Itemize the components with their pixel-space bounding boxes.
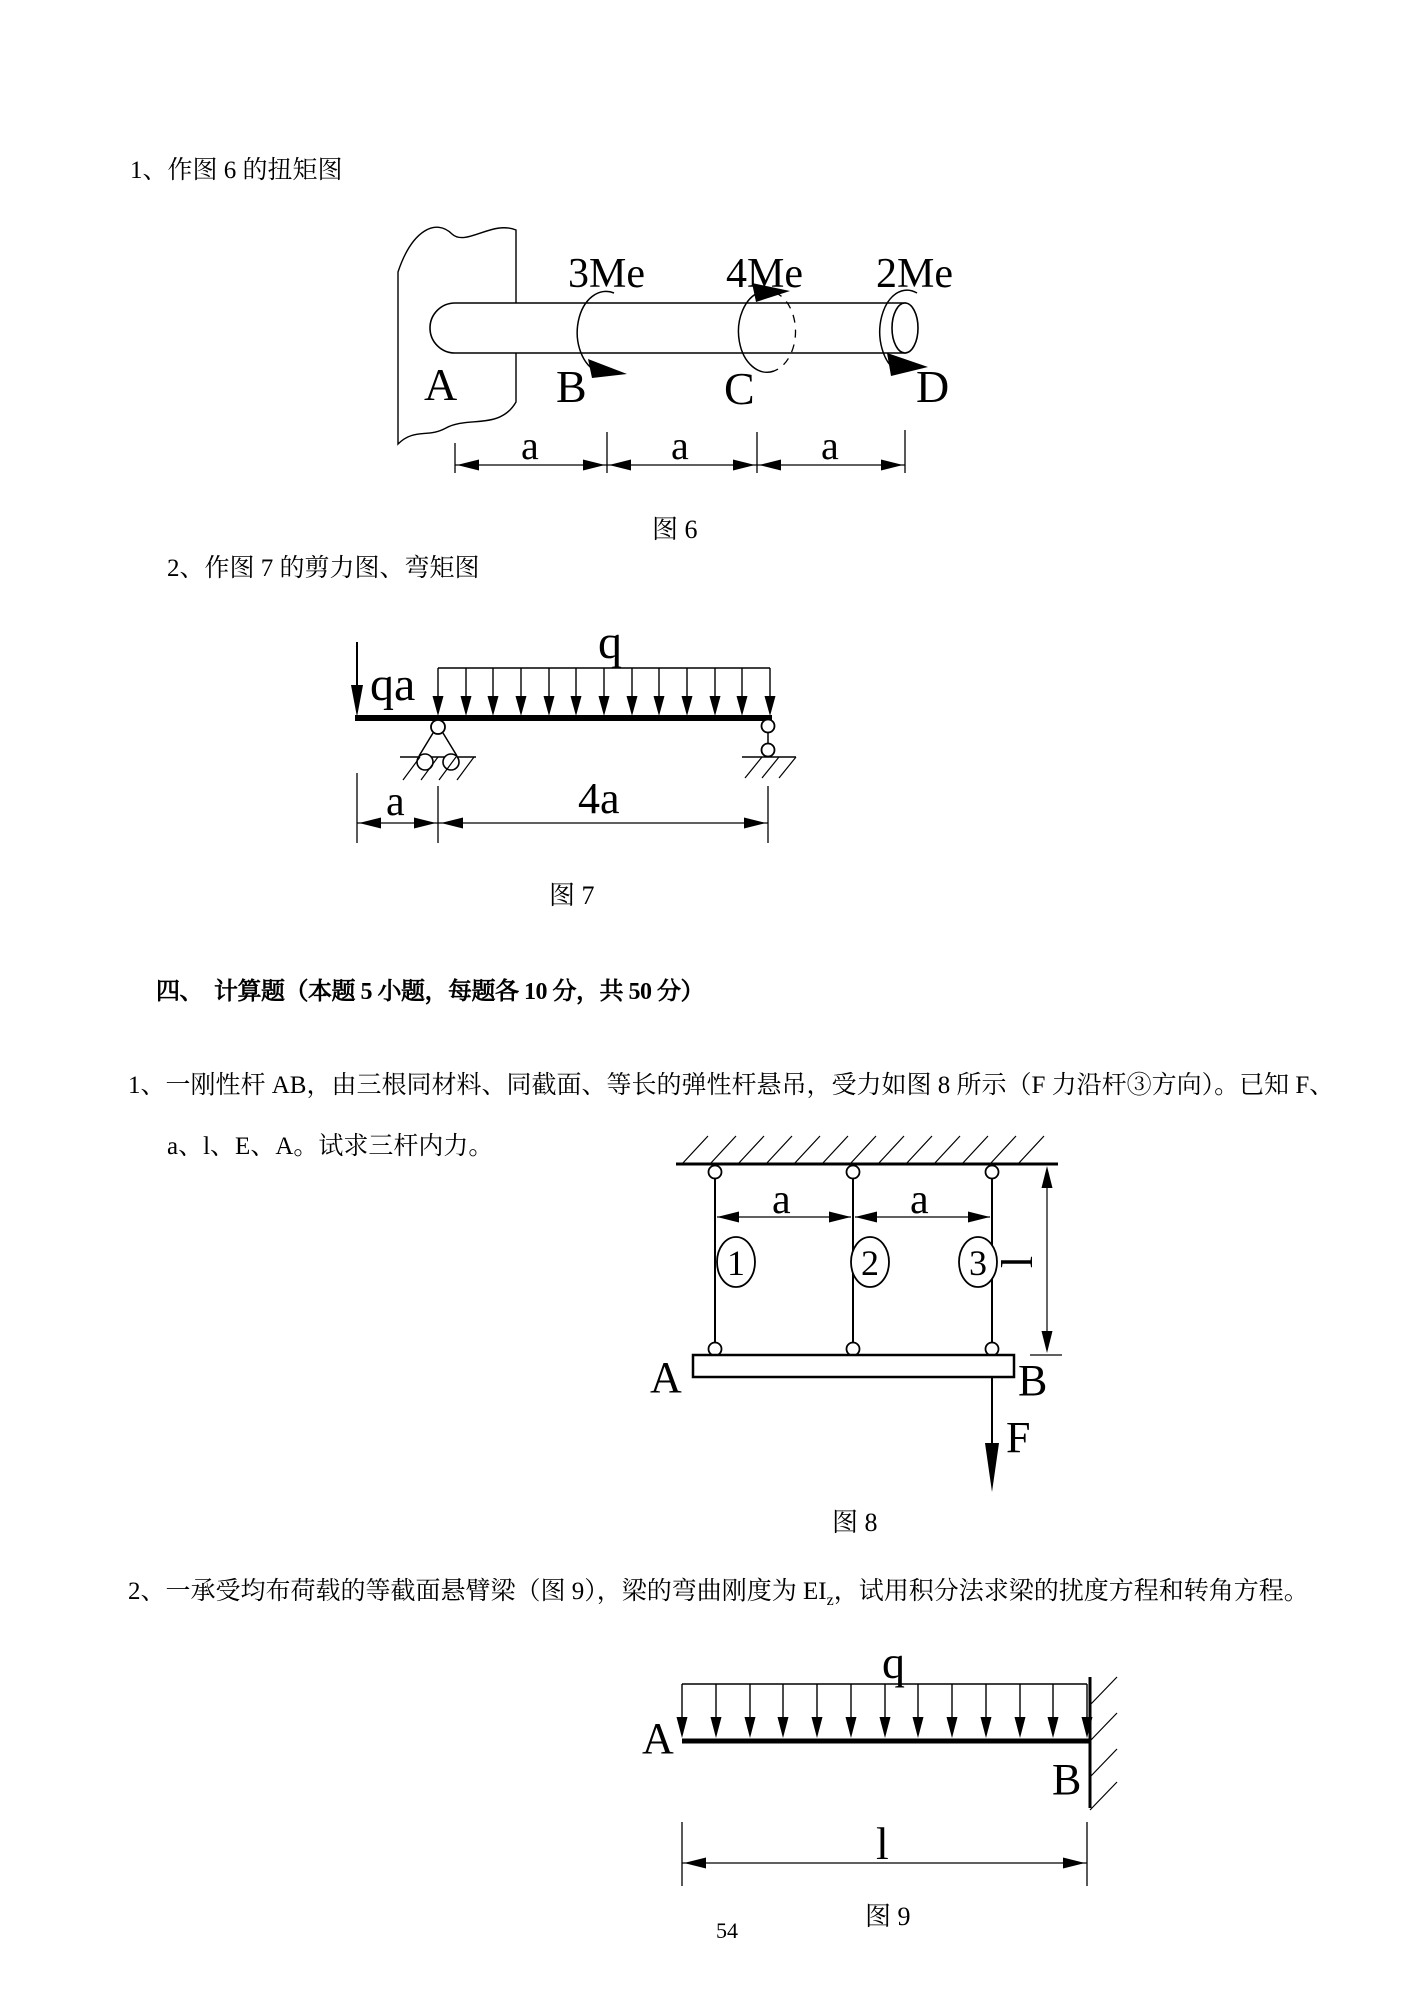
fig9-caption: 图 9 [865, 1902, 911, 1931]
rigid-bar [693, 1355, 1014, 1377]
label-3me: 3Me [568, 251, 645, 297]
fig7-dim-a: a [386, 779, 405, 825]
label-point-c: C [724, 363, 755, 414]
right-support [742, 720, 796, 779]
label-2me: 2Me [876, 251, 953, 297]
section-heading: 四、 计算题（本题 5 小题，每题各 10 分，共 50 分） [156, 979, 704, 1005]
fig9-label-b: B [1052, 1755, 1082, 1804]
figure-6-diagram [330, 190, 990, 560]
calc2-subscript: z [826, 1592, 834, 1609]
fig9-dim-l: l [876, 1818, 889, 1869]
fig6-caption: 图 6 [652, 515, 698, 544]
fig8-dim-a1: a [772, 1177, 791, 1223]
force-f-arrow [985, 1443, 999, 1492]
question-torque-label: 1、作图 6 的扭矩图 [130, 157, 343, 184]
fig9-load-q-label: q [882, 1640, 905, 1688]
fig9-label-a: A [642, 1714, 674, 1763]
shaft-end-face [892, 303, 918, 353]
fig7-caption: 图 7 [549, 881, 595, 910]
fig9-wall-hatching [1090, 1677, 1117, 1810]
figure-9-diagram [628, 1640, 1140, 1940]
question-shear-label: 2、作图 7 的剪力图、弯矩图 [167, 555, 480, 582]
fig8-dim-a2: a [910, 1177, 929, 1223]
calc2-text [128, 1576, 1309, 1611]
force-qa-label: qa [370, 658, 416, 711]
left-support [400, 720, 476, 780]
fig7-dimension-lines [357, 773, 768, 843]
load-q-label: q [598, 616, 622, 669]
fig8-label-a: A [650, 1353, 682, 1402]
page-number: 54 [716, 1918, 738, 1943]
fig8-label-b: B [1018, 1356, 1048, 1405]
fig6-dim-a3: a [821, 423, 839, 468]
fig8-dim-l: l [993, 1255, 1042, 1269]
label-point-d: D [916, 361, 950, 412]
calc2-suffix: ，试用积分法求梁的扰度方程和转角方程。 [833, 1578, 1309, 1605]
figure-8-diagram [630, 1128, 1110, 1548]
label-4me: 4Me [726, 251, 803, 297]
fig8-caption: 图 8 [832, 1508, 878, 1537]
rod1-number: 1 [727, 1243, 745, 1283]
label-point-b: B [556, 361, 587, 412]
calc1-text-line1: 1、一刚性杆 AB，由三根同材料、同截面、等长的弹性杆悬吊，受力如图 8 所示（F 力沿杆③方向）。已知 F、 [128, 1072, 1335, 1099]
calc2-prefix: 2、一承受均布荷载的等截面悬臂梁（图 9），梁的弯曲刚度为 EI [128, 1578, 827, 1605]
fig7-dim-4a: 4a [578, 774, 620, 823]
force-f-label: F [1006, 1413, 1031, 1462]
distributed-load-arrows [433, 668, 776, 716]
rod2-number: 2 [861, 1243, 879, 1283]
fig6-dim-a2: a [671, 423, 689, 468]
rod3-number: 3 [969, 1243, 987, 1283]
shaft [430, 303, 905, 353]
fig9-load-arrows [677, 1684, 1093, 1738]
fig6-dim-a1: a [521, 423, 539, 468]
calc1-text-line2: a、l、E、A。试求三杆内力。 [167, 1133, 494, 1160]
torque-arrow-b [588, 359, 627, 378]
figure-7-diagram [330, 615, 830, 915]
label-point-a: A [424, 359, 458, 410]
ceiling-hatching [682, 1136, 1044, 1164]
force-qa-arrow [351, 685, 363, 717]
